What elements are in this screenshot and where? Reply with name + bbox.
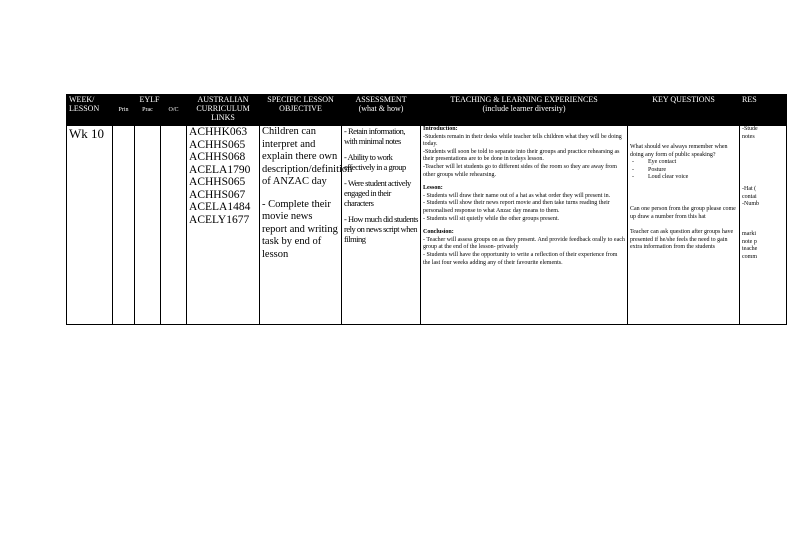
curriculum-code: ACELA1790 — [189, 163, 251, 176]
resource-line: note p — [742, 238, 757, 245]
header-assessment-sub: (what & how) — [358, 104, 404, 113]
curriculum-links-cell — [187, 126, 260, 325]
curriculum-code: ACHHS065 — [189, 138, 246, 151]
curriculum-code: ACELA1484 — [189, 201, 251, 213]
eylf-prin-cell — [113, 126, 135, 325]
header-eylf-prac: Prac — [135, 105, 161, 126]
curriculum-code: ACHHS068 — [189, 151, 246, 163]
introduction-item: -Students remain in their desks while teacher tells children what they will be doing today. — [423, 133, 622, 148]
curriculum-code: ACELY1677 — [189, 213, 250, 226]
objective-text: - Complete their movie news report and writing task by end of lesson — [262, 198, 338, 260]
lesson-plan-table — [66, 94, 787, 325]
introduction-block — [423, 126, 625, 179]
resource-line: comm — [742, 253, 758, 260]
assessment-item: - Ability to work effectively in a group — [344, 152, 406, 172]
lesson-item: - Students will draw their name out of a hat as what order they will present in. — [423, 192, 611, 199]
list-item: - Eye contact — [648, 159, 737, 167]
header-resources: RES — [740, 95, 787, 126]
key-question-2: Can one person from the group please come up draw a number from this hat — [630, 205, 736, 220]
list-item: - Loud clear voice — [648, 174, 737, 182]
assessment-item: - Were student actively engaged in their characters — [344, 178, 411, 208]
resource-line: -Stude — [742, 126, 758, 132]
key-questions-cell — [628, 126, 740, 325]
header-key-questions: KEY QUESTIONS — [628, 95, 740, 126]
key-question-list — [630, 159, 737, 182]
list-item: - Posture — [648, 167, 737, 175]
header-objective: SPECIFIC LESSON OBJECTIVE — [260, 95, 342, 126]
header-assessment — [342, 95, 421, 126]
conclusion-heading: Conclusion: — [423, 229, 454, 236]
key-question-text: What should we always remember when doing any form of public speaking? — [630, 144, 728, 158]
objective-cell — [260, 126, 353, 325]
header-eylf-prin: Prin — [113, 105, 135, 126]
introduction-item: -Teacher will let students go to different sides of the room so they are away from other groups while rehearsing. — [423, 163, 617, 178]
objective-text: Children can interpret and explain there own description/definition of ANZAC day — [262, 126, 353, 187]
key-question-3: Teacher can ask question after groups have presented if he/she feels the need to gain extra information from the students — [630, 229, 734, 251]
resource-line: contai — [742, 193, 757, 200]
header-teaching-title: TEACHING & LEARNING EXPERIENCES — [450, 95, 598, 104]
conclusion-item: - Students will have the opportunity to write a reflection of their experience from the last four weeks adding any of their favourite elements. — [423, 251, 618, 266]
key-question-1 — [630, 144, 737, 182]
introduction-item: -Students will soon be told to separate into their groups and practice rehearsing as their presentations are to be done in todays lesson. — [423, 148, 620, 163]
resource-line: -Numb — [742, 201, 760, 208]
header-assessment-title: ASSESSMENT — [355, 95, 407, 104]
header-eylf-oc: O/C — [161, 105, 187, 126]
header-teaching — [421, 95, 628, 126]
week-cell: Wk 10 — [67, 126, 113, 325]
introduction-heading: Introduction: — [423, 126, 458, 132]
resource-line: teache — [742, 246, 758, 253]
resource-line: notes — [742, 133, 755, 140]
resource-line: marki — [742, 230, 757, 237]
teaching-cell — [421, 126, 628, 325]
lesson-heading: Lesson: — [423, 185, 443, 192]
conclusion-item: - Teacher will assess groups on as they present. And provide feedback orally to each group at the end of the lesson- privately — [423, 236, 625, 251]
header-curriculum-links: AUSTRALIAN CURRICULUM LINKS — [187, 95, 260, 126]
conclusion-block — [423, 229, 625, 267]
eylf-oc-cell — [161, 126, 187, 325]
assessment-item: - How much did students rely on news script when filming — [344, 214, 418, 244]
lesson-item: - Students will sit quietly while the other groups present. — [423, 215, 559, 222]
header-eylf: EYLF — [113, 95, 187, 105]
assessment-cell — [342, 126, 421, 325]
eylf-prac-cell — [135, 126, 161, 325]
curriculum-code: ACHHS065 — [189, 176, 246, 188]
assessment-item: - Retain information, with minimal notes — [344, 126, 406, 146]
lesson-item: - Students will show their news report movie and then take turns reading their personalised response to what Anzac day means to them. — [423, 200, 610, 214]
curriculum-code: ACHHK063 — [189, 126, 248, 138]
table-row — [67, 126, 787, 325]
resource-line: -Hat ( — [742, 186, 757, 193]
curriculum-code: ACHHS067 — [189, 188, 246, 201]
lesson-block — [423, 185, 625, 223]
resources-cell — [740, 126, 787, 325]
header-teaching-sub: (include learner diversity) — [482, 104, 566, 113]
header-week: WEEK/ LESSON — [67, 95, 113, 126]
